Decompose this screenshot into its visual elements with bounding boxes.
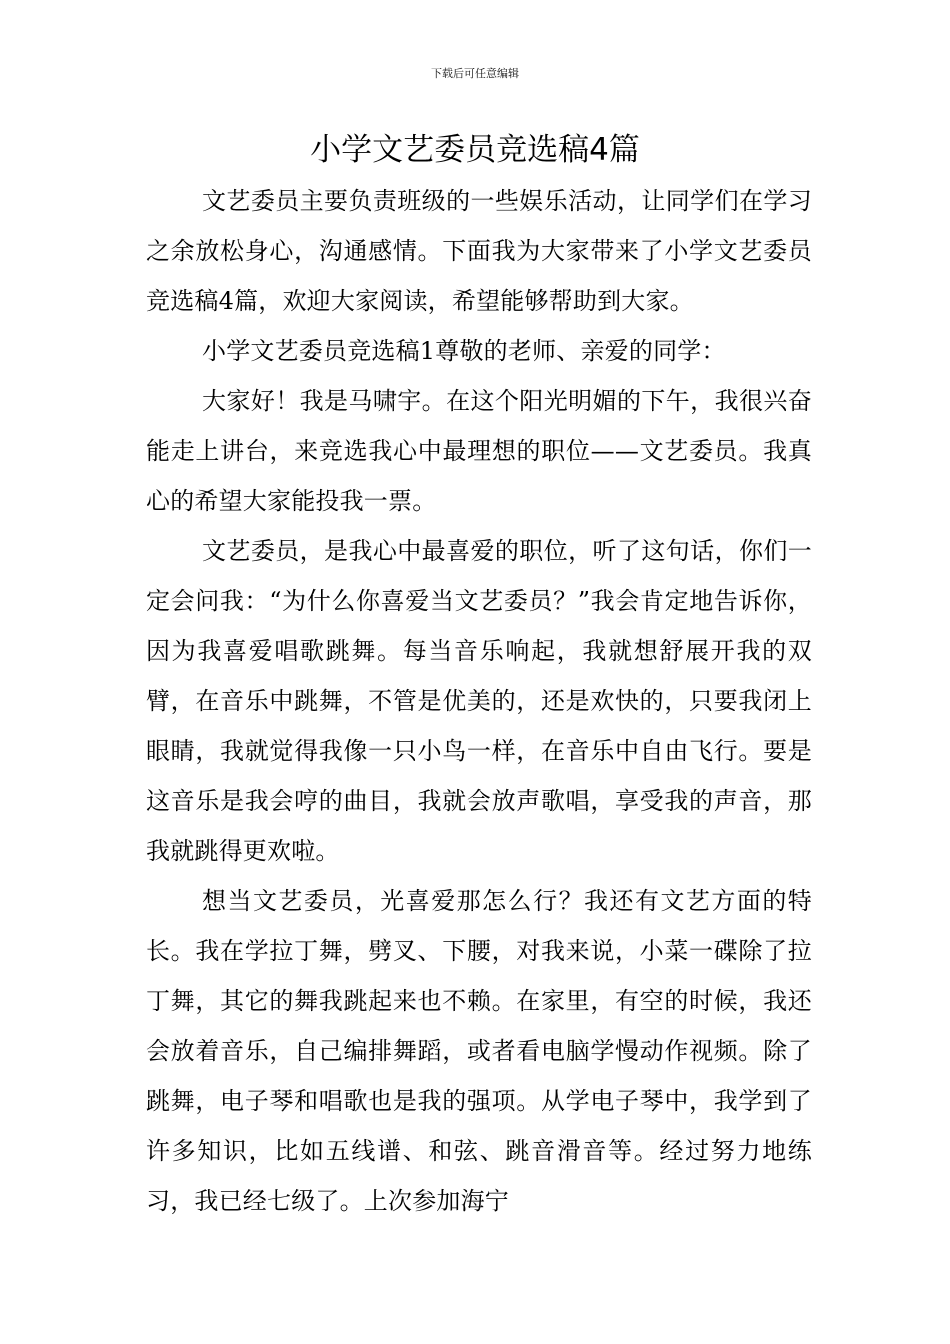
paragraph-greeting: 大家好！我是马啸宇。在这个阳光明媚的下午，我很兴奋能走上讲台，来竞选我心中最理想的职位——文艺委员。我真心的希望大家能投我一票。: [146, 387, 812, 515]
header-note: 下载后可任意编辑: [431, 67, 519, 80]
paragraph-reason: 文艺委员，是我心中最喜爱的职位，听了这句话，你们一定会问我：“为什么你喜爱当文艺委员？”我会肯定地告诉你，因为我喜爱唱歌跳舞。每当音乐响起，我就想舒展开我的双臂，在音乐中跳舞，不管是优美的，还是欢快的，只要我闭上眼睛，我就觉得我像一只小鸟一样，在音乐中自由飞行。要是这音乐是我会哼的曲目，我就会放声歌唱，享受我的声音，那我就跳得更欢啦。: [146, 537, 812, 865]
paragraph-talent: 想当文艺委员，光喜爱那怎么行？我还有文艺方面的特长。我在学拉丁舞，劈叉、下腰，对我来说，小菜一碟除了拉丁舞，其它的舞我跳起来也不赖。在家里，有空的时候，我还会放着音乐，自己编排舞蹈，或者看电脑学慢动作视频。除了跳舞，电子琴和唱歌也是我的强项。从学电子琴中，我学到了许多知识，比如五线谱、和弦、跳音滑音等。经过努力地练习，我已经七级了。上次参加海宁: [146, 887, 812, 1215]
paragraph-heading-1: 小学文艺委员竞选稿1尊敬的老师、亲爱的同学：: [202, 337, 726, 365]
paragraph-intro: 文艺委员主要负责班级的一些娱乐活动，让同学们在学习之余放松身心，沟通感情。下面我为大家带来了小学文艺委员竞选稿4篇，欢迎大家阅读，希望能够帮助到大家。: [146, 187, 812, 315]
document-title: 小学文艺委员竞选稿4篇: [310, 132, 640, 168]
document-body: [146, 176, 812, 1226]
